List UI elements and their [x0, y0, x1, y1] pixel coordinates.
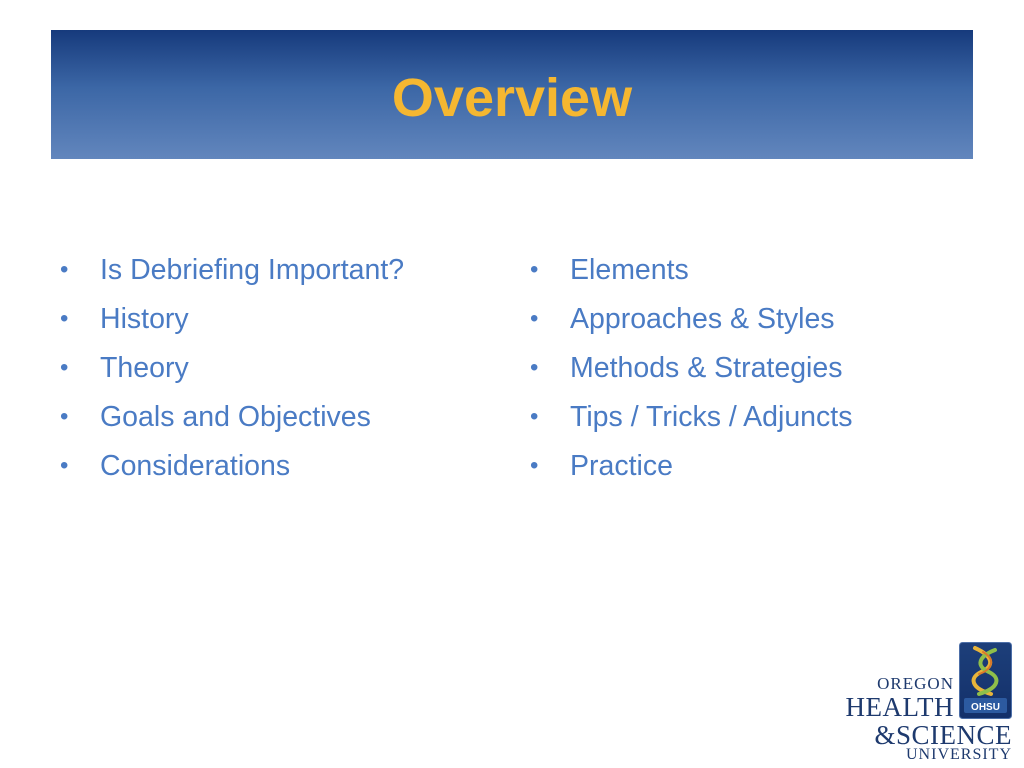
slide-title: Overview [391, 68, 633, 128]
list-item [530, 248, 970, 297]
ohsu-logo [832, 642, 1020, 766]
list-item-text: Theory [100, 352, 189, 384]
list-item [530, 297, 970, 346]
list-item [60, 395, 500, 444]
list-item [60, 444, 500, 493]
list-item-text: Considerations [100, 450, 291, 482]
bullet-icon: • [530, 452, 539, 479]
bullet-icon: • [530, 403, 539, 430]
list-item-text: Tips / Tricks / Adjuncts [570, 401, 853, 433]
list-item [60, 297, 500, 346]
list-item-text: History [100, 303, 189, 335]
list-item [60, 346, 500, 395]
left-bullet-list [60, 248, 500, 493]
logo-university-text: UNIVERSITY [906, 746, 1012, 763]
logo-health-text: HEALTH [845, 692, 954, 722]
list-item [60, 248, 500, 297]
list-item [530, 395, 970, 444]
title-banner [51, 30, 973, 159]
list-item-text: Methods & Strategies [570, 352, 843, 384]
bullet-icon: • [60, 403, 69, 430]
list-item-text: Practice [570, 450, 673, 482]
emblem-label: OHSU [971, 702, 1000, 713]
list-item [530, 346, 970, 395]
list-item [530, 444, 970, 493]
bullet-icon: • [60, 354, 69, 381]
list-item-text: Elements [570, 254, 689, 286]
bullet-icon: • [530, 354, 539, 381]
bullet-icon: • [60, 452, 69, 479]
list-item-text: Approaches & Styles [570, 303, 835, 335]
bullet-icon: • [530, 305, 539, 332]
dna-helix-icon [959, 642, 1012, 719]
logo-oregon-text: OREGON [877, 674, 954, 693]
bullet-icon: • [60, 256, 69, 283]
bullet-icon: • [60, 305, 69, 332]
list-item-text: Is Debriefing Important? [100, 254, 405, 286]
logo-science-text: &SCIENCE [874, 720, 1012, 750]
list-item-text: Goals and Objectives [100, 401, 371, 433]
right-bullet-list [530, 248, 970, 493]
bullet-icon: • [530, 256, 539, 283]
